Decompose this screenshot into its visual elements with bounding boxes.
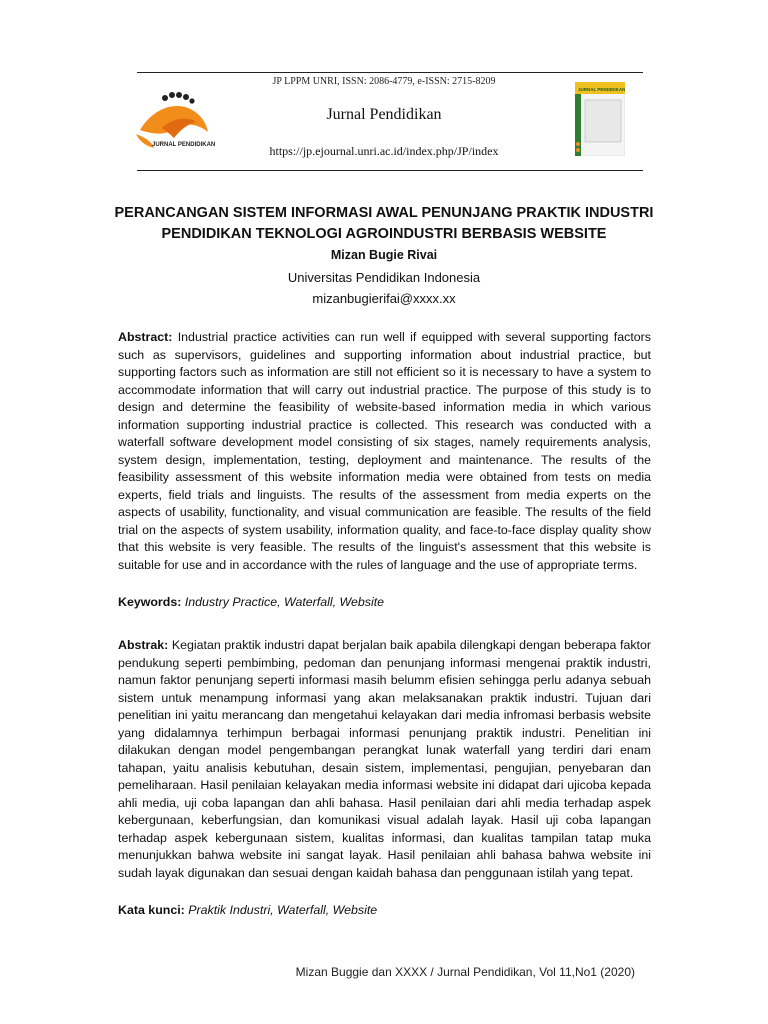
- kata-kunci-text: Praktik Industri, Waterfall, Website: [188, 903, 378, 917]
- abstrak-text: Kegiatan praktik industri dapat berjalan baik apabila dilengkapi dengan beberapa faktor pendukung seperti pembimbing, pedoman dan penunjang informasi mengenai praktik industri, namun faktor penunjang seperti informasi masih belumm efisien sehingga perlu adanya sebuah sistem untuk menampung informasi yang akan melaksanakan praktik industri. Tujuan dari penelitian ini yaitu merancang dan mengetahui kelayakan dari media infromasi berbasis website yang didalamnya terhimpun berbagai informasi penunjang praktik industri. Penelitian ini dilakukan dengan model pengembangan perangkat lunak waterfall yang terdiri dari enam tahapan, yaitu analisis kebutuhan, desain sistem, implementasi, pengujian, penyebaran dan pemeliharaan. Hasil penilaian kelayakan media informasi website ini didapat dari ujicoba kepada ahli media, uji coba lapangan dan ahli bahasa. Hasil penilaian dari ahli media terhadap aspek kebergunaan, keberfungsian, dan komunikasi visual adalah layak. Hasil uji coba lapangan terhadap aspek kebergunaan sistem, kualitas informasi, dan kualitas tampilan tatap muka menunjukkan bahwa website ini sangat layak. Hasil penilaian ahli bahasa bahwa website ini sudah layak digunakan dan sesuai dengan kaidah bahasa dan penggunaan istilah yang tepat.: [118, 638, 651, 880]
- svg-text:JURNAL PENDIDIKAN: JURNAL PENDIDIKAN: [578, 87, 625, 92]
- abstract-text: Industrial practice activities can run well if equipped with several supporting factors such as supervisors, guidelines and supporting information about industrial practice, but supporting factors such as information are still not efficient so it is necessary to have a system to accommodate information that will carry out industrial practice. The purpose of this study is to design and determine the feasibility of website-based information media in which various information supporting industrial practice is collected. This research was conducted with a waterfall software development model consisting of six stages, namely requirements analysis, system design, implementation, testing, deployment and maintenance. The results of the feasibility assessment of this website information media were obtained from tests on media experts, field trials and linguists. The results of the assessment from media experts on the aspects of usability, functionality, and visual communication are feasible. The results of the field trial on the aspects of system usability, information quality, and face-to-face display quality show that this website is very feasible. The results of the linguist's assessment that this website is suitable for use and in accordance with the rules of language and the use of appropriate terms.: [118, 330, 651, 572]
- header-top-rule: [137, 72, 643, 73]
- author-name: Mizan Bugie Rivai: [330, 248, 438, 262]
- journal-cover-thumbnail: [575, 82, 625, 156]
- abstrak-label: Abstrak:: [118, 638, 169, 652]
- journal-url[interactable]: https://jp.ejournal.unri.ac.id/index.php/JP/index: [269, 144, 499, 158]
- issn-line: JP LPPM UNRI, ISSN: 2086-4779, e-ISSN: 2715-8209: [272, 76, 496, 87]
- paper-title: [100, 203, 668, 245]
- paper-title-line2: PENDIDIKAN TEKNOLOGI AGROINDUSTRI BERBASIS WEBSITE: [161, 226, 607, 242]
- abstract-english: [118, 329, 651, 574]
- journal-title: Jurnal Pendidikan: [326, 106, 442, 123]
- keywords-label: Keywords:: [118, 595, 182, 609]
- keywords-indonesian: [118, 903, 651, 917]
- page-footer-citation: Mizan Buggie dan XXXX / Jurnal Pendidikan, Vol 11,No1 (2020): [295, 965, 635, 979]
- abstract-label: Abstract:: [118, 330, 173, 344]
- kata-kunci-label: Kata kunci:: [118, 903, 185, 917]
- author-email[interactable]: mizanbugierifai@xxxx.xx: [312, 291, 456, 306]
- author-affiliation: Universitas Pendidikan Indonesia: [287, 270, 481, 285]
- abstract-indonesian: [118, 637, 651, 882]
- header-bottom-rule: [137, 170, 643, 171]
- paper-title-line1: PERANCANGAN SISTEM INFORMASI AWAL PENUNJANG PRAKTIK INDUSTRI: [114, 205, 654, 221]
- logo-lettering: JURNAL PENDIDIKAN: [152, 142, 216, 148]
- keywords-english: [118, 595, 651, 609]
- keywords-text: Industry Practice, Waterfall, Website: [184, 595, 385, 609]
